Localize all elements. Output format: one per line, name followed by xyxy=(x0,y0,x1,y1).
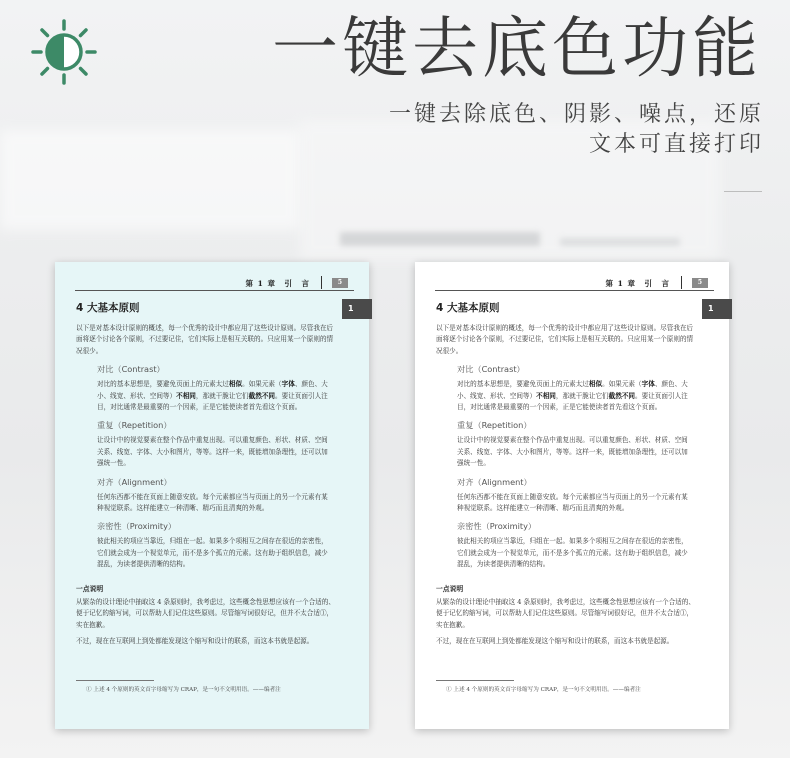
chapter-label: 第 1 章 引 言 xyxy=(605,279,670,288)
after-page xyxy=(415,262,729,729)
principle-heading: 重复（Repetition） xyxy=(97,420,172,431)
principle-text: 对比的基本思想是，要避免页面上的元素太过相似。如果元素（字体、颜色、大小、线宽、形状、空间等）不相同，那就干脆让它们截然不同。要让页面引人注目，对比通常是最重要的一个因素，正是它能使读者首先看这个页面。 xyxy=(457,380,688,412)
page-number: 5 xyxy=(332,278,348,288)
subtitle-line-1: 一键去除底色、阴影、噪点，还原 xyxy=(388,102,764,127)
principle-heading: 对齐（Alignment） xyxy=(97,476,172,487)
chapter-label: 第 1 章 引 言 xyxy=(245,279,310,288)
note-paragraph: 从繁杂的设计理论中抽取这 4 条原则时，我考虑过，这些概念性思想应该有一个合适的、便于记忆的缩写词，可以帮助人们记住这些原则。尽管缩写词很好记，但并不太合适①，实在抱歉。 xyxy=(436,597,695,629)
page-content xyxy=(76,300,336,652)
note-heading: 一点说明 xyxy=(436,584,464,593)
subtitle xyxy=(389,100,764,160)
note-paragraph: 从繁杂的设计理论中抽取这 4 条原则时，我考虑过，这些概念性思想应该有一个合适的、便于记忆的缩写词，可以帮助人们记住这些原则。尽管缩写词很好记，但并不太合适①，实在抱歉。 xyxy=(76,597,335,629)
running-head xyxy=(75,277,354,291)
intro-paragraph: 以下是对基本设计原则的概述，每一个优秀的设计中都应用了这些设计原则。尽管我在后面将逐个讨论各个原则，不过要记住，它们实际上是相互关联的。只应用某一个原则的情况很少。 xyxy=(76,324,334,355)
running-head xyxy=(435,277,714,291)
note-heading: 一点说明 xyxy=(76,584,104,593)
footnote: ① 上述 4 个原则的英文首字母缩写为 CRAP，是一句不文明用语。——编者注 xyxy=(446,687,641,693)
page-content xyxy=(436,300,696,652)
contrast-sun-icon xyxy=(30,18,98,86)
main-title: 一键去底色功能 xyxy=(272,10,762,87)
subtitle-line-2: 文本可直接打印 xyxy=(588,132,764,157)
principle-text: 让设计中的视觉要素在整个作品中重复出现。可以重复颜色、形状、材质、空间关系、线宽、字体、大小和图片，等等。这样一来，既能增加条理性，还可以加强统一性。 xyxy=(97,436,328,468)
background-blur xyxy=(0,130,300,230)
page-number: 5 xyxy=(692,278,708,288)
chapter-tab: 1 xyxy=(702,299,732,319)
principle-text: 任何东西都不能在页面上随意安放。每个元素都应当与页面上的另一个元素有某种视觉联系。这样能建立一种清晰、精巧而且清爽的外观。 xyxy=(457,492,688,513)
note-paragraph: 不过，现在在互联网上到处都能发现这个缩写和设计的联系，而这本书就是起源。 xyxy=(436,636,674,645)
intro-paragraph: 以下是对基本设计原则的概述，每一个优秀的设计中都应用了这些设计原则。尽管我在后面将逐个讨论各个原则，不过要记住，它们实际上是相互关联的。只应用某一个原则的情况很少。 xyxy=(436,324,694,355)
principle-heading: 对比（Contrast） xyxy=(97,364,165,375)
section-title: 4 大基本原则 xyxy=(436,302,500,314)
footnote-rule xyxy=(436,680,514,681)
decorative-line xyxy=(724,191,762,192)
running-head-divider xyxy=(681,276,682,289)
principle-text: 彼此相关的项应当靠近，归组在一起。如果多个项相互之间存在很近的亲密性，它们就会成为一个视觉单元，而不是多个孤立的元素。这有助于组织信息，减少混乱，为读者提供清晰的结构。 xyxy=(97,537,328,569)
principle-heading: 亲密性（Proximity） xyxy=(457,521,537,532)
principle-heading: 对比（Contrast） xyxy=(457,364,525,375)
chapter-tab: 1 xyxy=(342,299,372,319)
before-page xyxy=(55,262,369,729)
principle-heading: 重复（Repetition） xyxy=(457,420,532,431)
note-paragraph: 不过，现在在互联网上到处都能发现这个缩写和设计的联系，而这本书就是起源。 xyxy=(76,636,314,645)
principle-heading: 对齐（Alignment） xyxy=(457,476,532,487)
footnote: ① 上述 4 个原则的英文首字母缩写为 CRAP，是一句不文明用语。——编者注 xyxy=(86,687,281,693)
principle-text: 彼此相关的项应当靠近，归组在一起。如果多个项相互之间存在很近的亲密性，它们就会成为一个视觉单元，而不是多个孤立的元素。这有助于组织信息，减少混乱，为读者提供清晰的结构。 xyxy=(457,537,688,569)
principle-text: 任何东西都不能在页面上随意安放。每个元素都应当与页面上的另一个元素有某种视觉联系。这样能建立一种清晰、精巧而且清爽的外观。 xyxy=(97,492,328,513)
background-blur xyxy=(340,232,540,246)
section-title: 4 大基本原则 xyxy=(76,302,140,314)
background-blur xyxy=(560,238,680,246)
principle-text: 对比的基本思想是，要避免页面上的元素太过相似。如果元素（字体、颜色、大小、线宽、形状、空间等）不相同，那就干脆让它们截然不同。要让页面引人注目，对比通常是最重要的一个因素，正是它能使读者首先看这个页面。 xyxy=(97,380,328,412)
footnote-rule xyxy=(76,680,154,681)
principle-heading: 亲密性（Proximity） xyxy=(97,521,177,532)
running-head-divider xyxy=(321,276,322,289)
principle-text: 让设计中的视觉要素在整个作品中重复出现。可以重复颜色、形状、材质、空间关系、线宽、字体、大小和图片，等等。这样一来，既能增加条理性，还可以加强统一性。 xyxy=(457,436,688,468)
